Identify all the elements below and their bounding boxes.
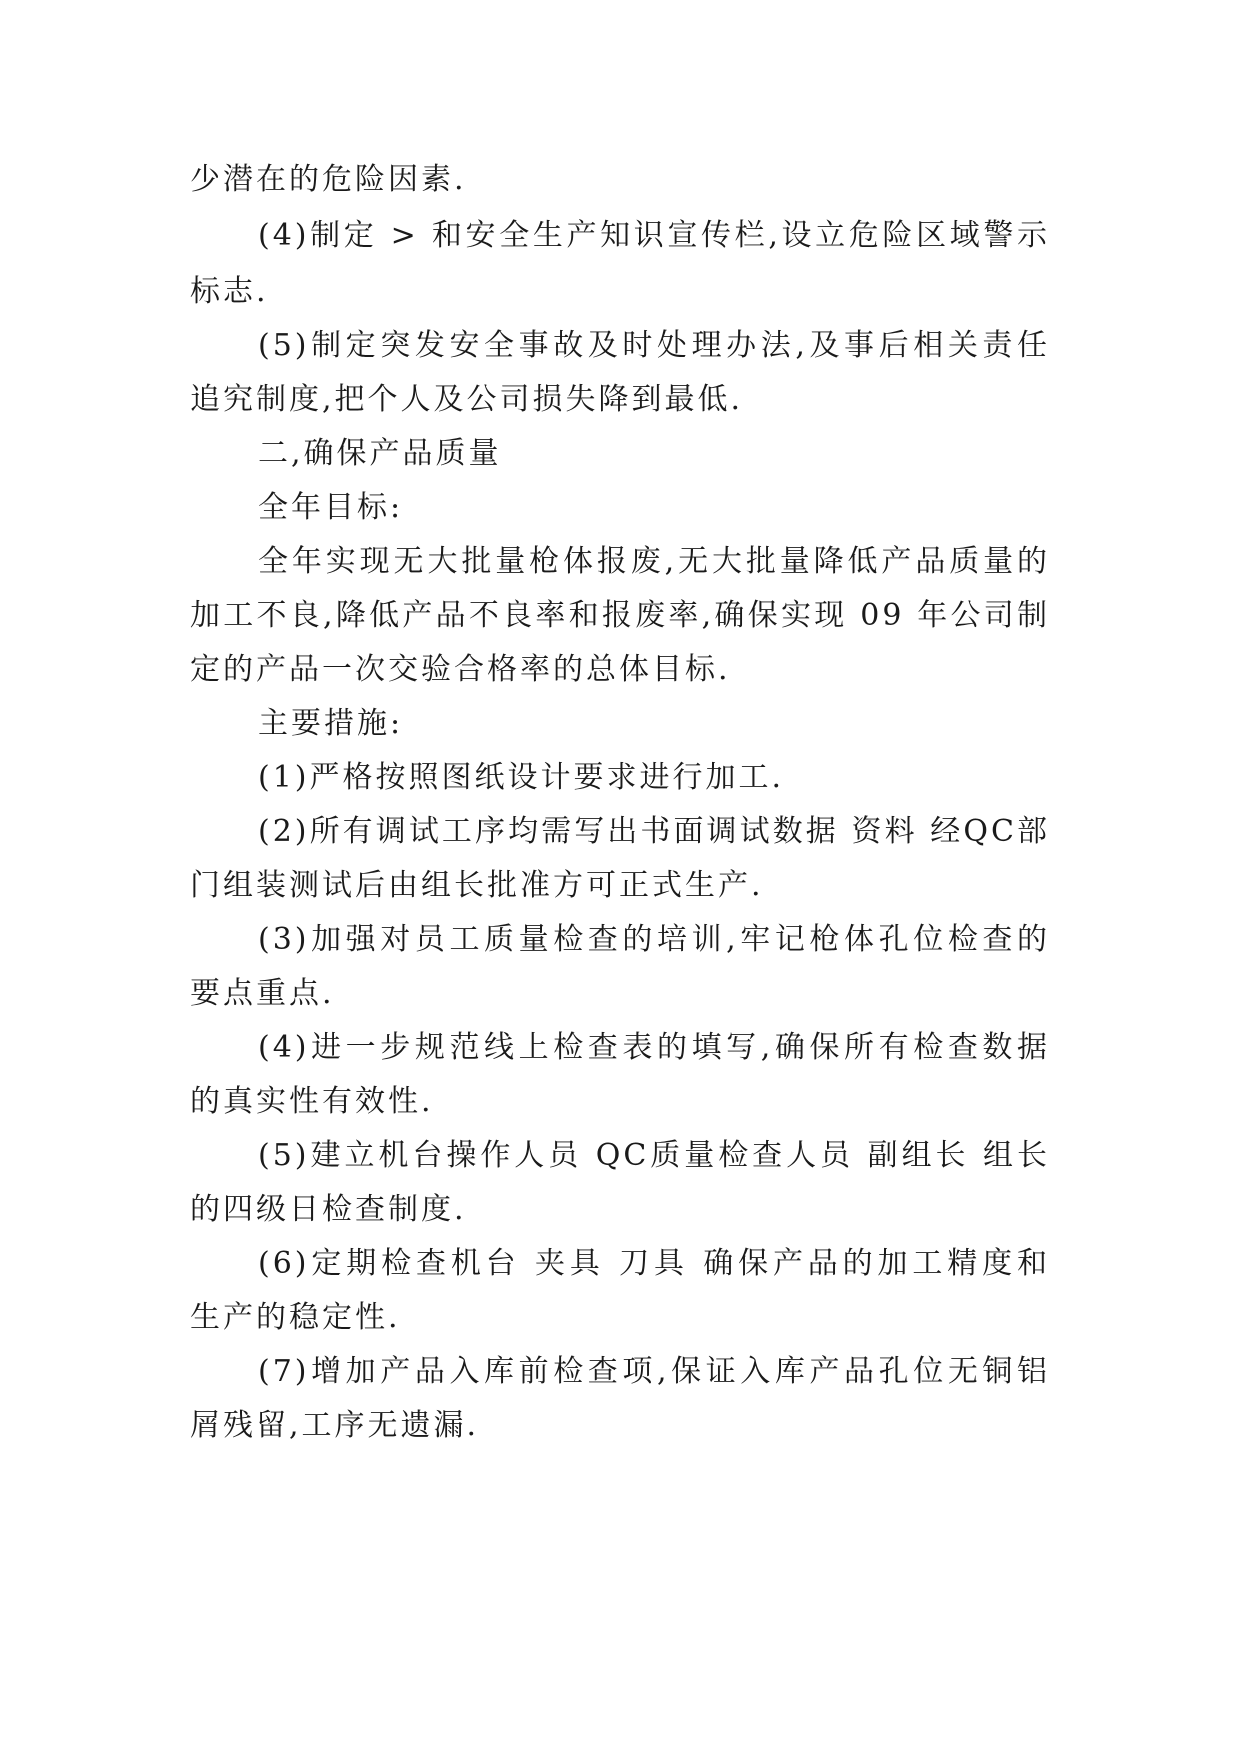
text-line: 全年实现无大批量枪体报废,无大批量降低产品质量的 xyxy=(258,544,1050,579)
text-line: (3)加强对员工质量检查的培训,牢记枪体孔位检查的 xyxy=(258,922,1050,957)
text-line: (1)严格按照图纸设计要求进行加工. xyxy=(258,760,785,795)
text-line: 少潜在的危险因素. xyxy=(190,162,467,197)
text-line: 的四级日检查制度. xyxy=(190,1192,467,1227)
text-line: 的真实性有效性. xyxy=(190,1084,434,1119)
section-heading: 二,确保产品质量 xyxy=(258,436,502,471)
text-line: (5)制定突发安全事故及时处理办法,及事后相关责任 xyxy=(258,328,1050,363)
text-line: 要点重点. xyxy=(190,976,335,1011)
text-line: (6)定期检查机台 夹具 刀具 确保产品的加工精度和 xyxy=(258,1246,1050,1281)
text-line: 门组装测试后由组长批准方可正式生产. xyxy=(190,868,764,903)
text-line: 定的产品一次交验合格率的总体目标. xyxy=(190,652,731,687)
text-line: 加工不良,降低产品不良率和报废率,确保实现 09 年公司制 xyxy=(190,598,1050,633)
text-line: (5)建立机台操作人员 QC质量检查人员 副组长 组长 xyxy=(258,1138,1050,1173)
text-line: (4)制定 > 和安全生产知识宣传栏,设立危险区域警示 xyxy=(258,218,1050,253)
text-line: (7)增加产品入库前检查项,保证入库产品孔位无铜铝 xyxy=(258,1354,1050,1389)
text-line: 追究制度,把个人及公司损失降到最低. xyxy=(190,382,744,417)
text-line: 生产的稳定性. xyxy=(190,1300,401,1335)
subheading: 全年目标: xyxy=(258,490,404,525)
text-line: (4)进一步规范线上检查表的填写,确保所有检查数据 xyxy=(258,1030,1050,1065)
text-line: 屑残留,工序无遗漏. xyxy=(190,1408,480,1443)
text-line: (2)所有调试工序均需写出书面调试数据 资料 经QC部 xyxy=(258,814,1050,849)
text-line: 标志. xyxy=(190,274,269,309)
subheading: 主要措施: xyxy=(258,706,404,741)
